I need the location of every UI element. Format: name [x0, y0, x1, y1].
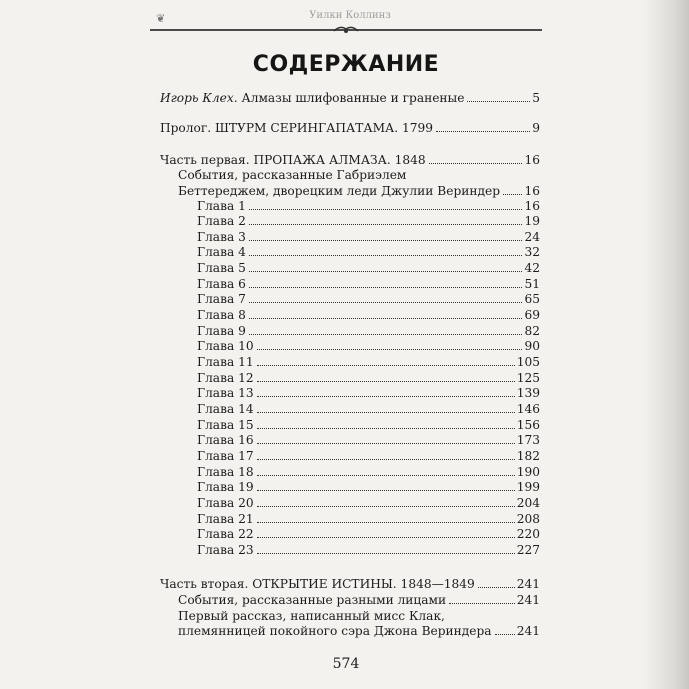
- toc-entry-part1-narrative-line1: [178, 168, 540, 183]
- toc-chapter[interactable]: [197, 230, 540, 245]
- dot-leader: [249, 224, 523, 225]
- toc-chapter[interactable]: [197, 449, 540, 464]
- header-ornament-left-icon: ❦: [156, 12, 166, 25]
- dot-leader: [257, 349, 523, 350]
- toc-page-number: 24: [524, 230, 540, 244]
- running-head-text: Уилки Коллинз: [309, 10, 391, 21]
- toc-page-number: 241: [516, 593, 540, 607]
- toc-chapter[interactable]: [197, 433, 540, 448]
- toc-page-number: 220: [516, 527, 540, 541]
- toc-entry-text: Часть вторая. ОТКРЫТИЕ ИСТИНЫ. 1848—1849: [160, 577, 475, 591]
- toc-chapter-label: Глава 23: [197, 543, 254, 557]
- toc-page-number: 125: [516, 371, 540, 385]
- toc-entry-text: Первый рассказ, написанный мисс Клак,: [178, 609, 445, 623]
- dot-leader: [257, 490, 515, 491]
- toc-page-number: 16: [524, 199, 540, 213]
- dot-leader: [429, 163, 523, 164]
- dot-leader: [249, 287, 523, 288]
- toc-page-number: 51: [524, 277, 540, 291]
- toc-chapter-label: Глава 14: [197, 402, 254, 416]
- toc-chapter-label: Глава 19: [197, 480, 254, 494]
- toc-chapter-label: Глава 16: [197, 433, 254, 447]
- dot-leader: [249, 334, 523, 335]
- toc-chapter-label: Глава 17: [197, 449, 254, 463]
- toc-entry-part1[interactable]: [160, 153, 540, 168]
- toc-page-number: 204: [516, 496, 540, 510]
- toc-chapter-label: Глава 21: [197, 512, 254, 526]
- toc-title: . Алмазы шлифованные и граненые: [233, 91, 465, 105]
- toc-chapter[interactable]: [197, 496, 540, 511]
- toc-chapter[interactable]: [197, 324, 540, 339]
- dot-leader: [467, 101, 530, 102]
- page-number: 574: [332, 656, 360, 672]
- dot-leader: [257, 459, 515, 460]
- toc-chapter[interactable]: [197, 355, 540, 370]
- toc-chapter[interactable]: [197, 543, 540, 558]
- toc-entry-part2-narrative[interactable]: [178, 593, 540, 608]
- toc-page-number: 42: [524, 261, 540, 275]
- toc-chapter[interactable]: [197, 402, 540, 417]
- toc-chapter-label: Глава 9: [197, 324, 246, 338]
- toc-page-number: 16: [524, 184, 540, 198]
- toc-author: Игорь Клех: [160, 91, 234, 105]
- toc-chapter[interactable]: [197, 371, 540, 386]
- toc-entry-text: Пролог. ШТУРМ СЕРИНГАПАТАМА. 1799: [160, 121, 434, 135]
- dot-leader: [257, 381, 515, 382]
- toc-chapter-label: Глава 22: [197, 527, 254, 541]
- toc-chapter-label: Глава 10: [197, 339, 254, 353]
- toc-page-number: 90: [524, 339, 540, 353]
- toc-entry-first-account-line1: [178, 609, 540, 624]
- toc-entry-text: События, рассказанные Габриэлем: [178, 168, 407, 182]
- dot-leader: [257, 506, 515, 507]
- toc-page-number: 182: [516, 449, 540, 463]
- toc-chapter-label: Глава 3: [197, 230, 246, 244]
- toc-entry-prologue[interactable]: [160, 121, 540, 136]
- toc-chapter[interactable]: [197, 465, 540, 480]
- toc-chapter[interactable]: [197, 199, 540, 214]
- dot-leader: [249, 209, 523, 210]
- toc-chapter[interactable]: [197, 512, 540, 527]
- toc-chapter-label: Глава 18: [197, 465, 254, 479]
- toc-page-number: 19: [524, 214, 540, 228]
- dot-leader: [257, 428, 515, 429]
- toc-page-number: 69: [524, 308, 540, 322]
- toc-page-number: 227: [516, 543, 540, 557]
- dot-leader: [257, 443, 515, 444]
- toc-chapter-label: Глава 20: [197, 496, 254, 510]
- page-title: СОДЕРЖАНИЕ: [252, 52, 440, 77]
- toc-chapter[interactable]: [197, 339, 540, 354]
- toc-chapter[interactable]: [197, 308, 540, 323]
- dot-leader: [249, 255, 523, 256]
- dot-leader: [478, 587, 515, 588]
- dot-leader: [257, 365, 515, 366]
- toc-chapter[interactable]: [197, 261, 540, 276]
- toc-chapter[interactable]: [197, 480, 540, 495]
- toc-page-number: 199: [516, 480, 540, 494]
- toc-chapter-label: Глава 5: [197, 261, 246, 275]
- toc-page-number: 208: [516, 512, 540, 526]
- toc-entry-part2[interactable]: [160, 577, 540, 592]
- toc-chapter[interactable]: [197, 386, 540, 401]
- toc-entry-text: племянницей покойного сэра Джона Вериндера: [178, 624, 492, 638]
- toc-chapter-label: Глава 11: [197, 355, 254, 369]
- toc-chapter-label: Глава 2: [197, 214, 246, 228]
- toc-chapter[interactable]: [197, 292, 540, 307]
- toc-chapter-label: Глава 13: [197, 386, 254, 400]
- toc-chapter-label: Глава 6: [197, 277, 246, 291]
- toc-page-number: 65: [524, 292, 540, 306]
- toc-chapter-label: Глава 15: [197, 418, 254, 432]
- dot-leader: [257, 396, 515, 397]
- toc-page-number: 173: [516, 433, 540, 447]
- toc-page-number: 82: [524, 324, 540, 338]
- toc-entry-text: Часть первая. ПРОПАЖА АЛМАЗА. 1848: [160, 153, 426, 167]
- toc-entry-first-account[interactable]: [178, 624, 540, 639]
- toc-page-number: 9: [532, 121, 540, 135]
- toc-entry-intro[interactable]: [160, 91, 540, 106]
- toc-page-number: 146: [516, 402, 540, 416]
- toc-page-number: 241: [516, 577, 540, 591]
- dot-leader: [257, 537, 515, 538]
- toc-chapter-label: Глава 12: [197, 371, 254, 385]
- dot-leader: [257, 522, 515, 523]
- dot-leader: [257, 475, 515, 476]
- toc-page-number: 241: [516, 624, 540, 638]
- toc-chapter-label: Глава 1: [197, 199, 246, 213]
- dot-leader: [249, 240, 523, 241]
- dot-leader: [257, 553, 515, 554]
- toc-page-number: 139: [516, 386, 540, 400]
- toc-chapter[interactable]: [197, 527, 540, 542]
- toc-page-number: 5: [532, 91, 540, 105]
- dot-leader: [495, 634, 515, 635]
- toc-chapter-label: Глава 8: [197, 308, 246, 322]
- toc-page-number: 190: [516, 465, 540, 479]
- toc-chapter-label: Глава 7: [197, 292, 246, 306]
- dot-leader: [249, 271, 523, 272]
- toc-page-number: 16: [524, 153, 540, 167]
- toc-chapter[interactable]: [197, 277, 540, 292]
- toc-chapter[interactable]: [197, 245, 540, 260]
- dot-leader: [436, 131, 530, 132]
- toc-entry-text: [160, 91, 464, 106]
- toc-chapter[interactable]: [197, 214, 540, 229]
- toc-chapter-label: Глава 4: [197, 245, 246, 259]
- toc-page-number: 156: [516, 418, 540, 432]
- toc-entry-text: Беттереджем, дворецким леди Джулии Вериндер: [178, 184, 501, 198]
- dot-leader: [503, 194, 522, 195]
- dot-leader: [257, 412, 515, 413]
- dot-leader: [249, 302, 523, 303]
- toc-page-number: 105: [516, 355, 540, 369]
- dot-leader: [249, 318, 523, 319]
- dot-leader: [449, 603, 515, 604]
- toc-entry-text: События, рассказанные разными лицами: [178, 593, 447, 607]
- toc-chapter[interactable]: [197, 418, 540, 433]
- toc-entry-part1-narrative[interactable]: [178, 184, 540, 199]
- toc-page-number: 32: [524, 245, 540, 259]
